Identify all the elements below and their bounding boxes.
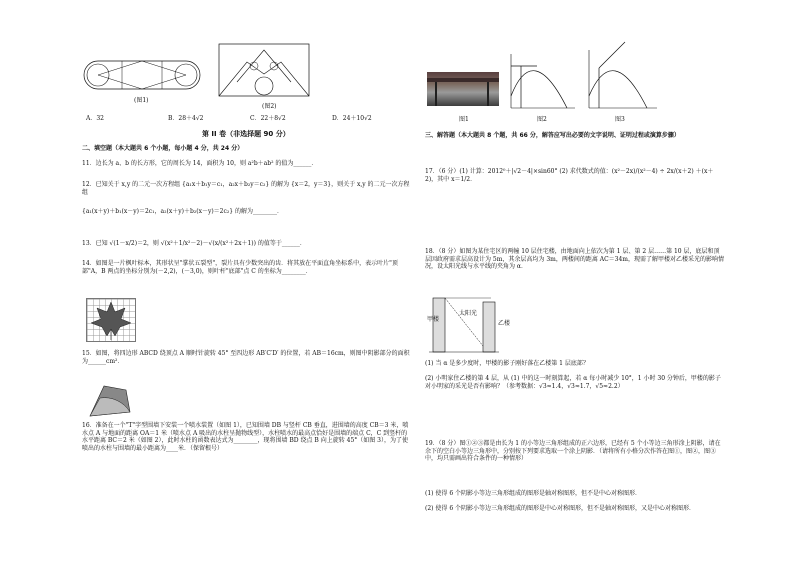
question-18: 18．（8 分）如图为某住宅区的两幢 10 层住宅楼，由地面向上依次为第 1 层、第 2 层……第 10 层，底层和顶层因政府需求层高设计为 5m，其余层高均为 3m，两楼间的距离 AC＝34m，现需了解甲楼对乙楼采光的影响情况，设太阳光线与水平线的夹角为 α．	[425, 248, 724, 270]
racetrack-figure	[82, 55, 202, 100]
building-jia-label: 甲楼	[427, 316, 440, 323]
sunlight-label: 太阳光	[459, 310, 478, 317]
fig1-label: (图1)	[134, 97, 149, 104]
right-fig3-label: 图3	[615, 116, 625, 123]
part-title: 第 II 卷（非选择题 90 分）	[202, 130, 290, 138]
right-column	[425, 0, 725, 562]
parabola-figure-3	[585, 40, 660, 112]
question-17: 17．（6 分）(1) 计算：2012⁰＋|√2－4|×sin60° (2) 求代数式的值：(x²－2x)/(x²－4) ÷ 2x/(x＋2) ＋(x＋2)，其中 x＝1/2．	[425, 168, 714, 183]
right-fig2-label: 图2	[537, 116, 547, 123]
buildings-figure	[429, 296, 499, 354]
question-19-part1: (1) 使得 6 个阴影小等边三角形组成的图形是轴对称图形，但不是中心对称图形．	[425, 490, 642, 497]
section-2-heading: 二、填空题（本大题共 6 个小题，每小题 4 分，共 24 分）	[82, 145, 244, 152]
building-yi-label: 乙楼	[498, 320, 511, 327]
choice-a: A．32	[86, 115, 104, 122]
rotation-figure	[86, 380, 136, 420]
left-column	[82, 0, 416, 562]
question-18-part1: (1) 当 α 是多少度时，甲楼的影子刚好落在乙楼第 1 层底部？	[425, 360, 589, 367]
choice-b: B．28＋4√2	[168, 115, 204, 122]
question-12-part2: {a₁(x＋y)＋b₁(x－y)＝2c₁，a₂(x＋y)＋b₂(x－y)＝2c₂} 的解为________．	[82, 208, 283, 215]
choice-d: D．24＋10√2	[332, 115, 372, 122]
right-fig1-label: 图1	[459, 116, 469, 123]
fountain-photo	[427, 72, 499, 106]
fig2-label: (图2)	[262, 103, 277, 110]
question-12-part1: 12．已知关于 x,y 的二元一次方程组 {a₁x＋b₁y＝c₁，a₂x＋b₂y＝c₂} 的解为 {x＝2，y＝3}，则关于 x,y 的二元一次方程组	[82, 181, 410, 196]
section-3-heading: 三、解答题（本大题共 8 个题，共 66 分，解答应写出必要的文字说明、证明过程或演算步骤）	[425, 132, 680, 139]
question-14: 14．如图是一片枫叶标本，其形状呈"掌状五裂型"，裂片具有少数突出的齿．将其放在平面直角坐标系中，表示叶片"顶部"A，B 两点的坐标分别为(－2,2)，(－3,0)，则叶杆"底部"点 C 的坐标为________．	[82, 260, 398, 275]
question-16: 16．准备在一个"T"字型围墙下安装一个喷水装置（如图 1），已知围墙 DB 与竖杆 CB 垂直，进围墙的高度 CB＝3 米，喷水点 A 与地面的距离 OA＝1 米（喷水点 A 吸出的水柱呈抛物线型），水柱喷水的最高点恰好是围墙的端点 C，C 到竖杆的水平距离 BC＝2 米（如图 2），此时水柱的函数表达式为________，现将围墙 BD 绕点 B 向上旋转 45°（如图 3），为了使喷出的水柱与围墙的最小距离为____米．（保留根号）	[82, 422, 409, 452]
maple-leaf-figure	[86, 298, 136, 342]
question-13: 13．已知 √(1－x/2)＝2，则 √(x²＋1/x²－2)－√(x/(x²＋2x＋1)) 的值等于______．	[82, 240, 306, 247]
question-18-part2: (2) 小明家住乙楼的第 4 层，从 (1) 中的这一时刻算起，若 α 每小时减少 10°，1 小时 30 分钟后，甲楼的影子对小明家的采光是否有影响？（参考数据：√3≈1.4，√3≈1.7，√5≈2.2）	[425, 375, 721, 390]
parabola-figure-2	[507, 52, 577, 112]
question-11: 11．边长为 a、b 的长方形，它的周长为 14，面积为 10，则 a²b＋ab² 的值为______．	[82, 160, 318, 167]
question-19-part2: (2) 使得 6 个阴影小等边三角形组成的图形是中心对称图形，但不是轴对称图形，又是中心对称图形．	[425, 505, 696, 512]
question-19: 19．（8 分）图①②③都是由长为 1 的小等边三角形组成的正六边形，已经有 5 个小等边三角形涂上阴影，请在余下的空白小等边三角形中，分别按下列要求选取一个涂上阴影．（请将所有小格分次作答在图①，图②，图③中，均只需画出符合条件的一种情形）	[425, 440, 721, 462]
frame-figure	[217, 42, 312, 100]
question-15: 15．如图，将四边形 ABCD 绕顶点 A 顺时针旋转 45° 至四边形 AB′C′D′ 的位置，若 AB＝16cm，则图中阴影部分的面积为______cm²．	[82, 350, 410, 365]
choice-c: C．22＋8√2	[250, 115, 286, 122]
